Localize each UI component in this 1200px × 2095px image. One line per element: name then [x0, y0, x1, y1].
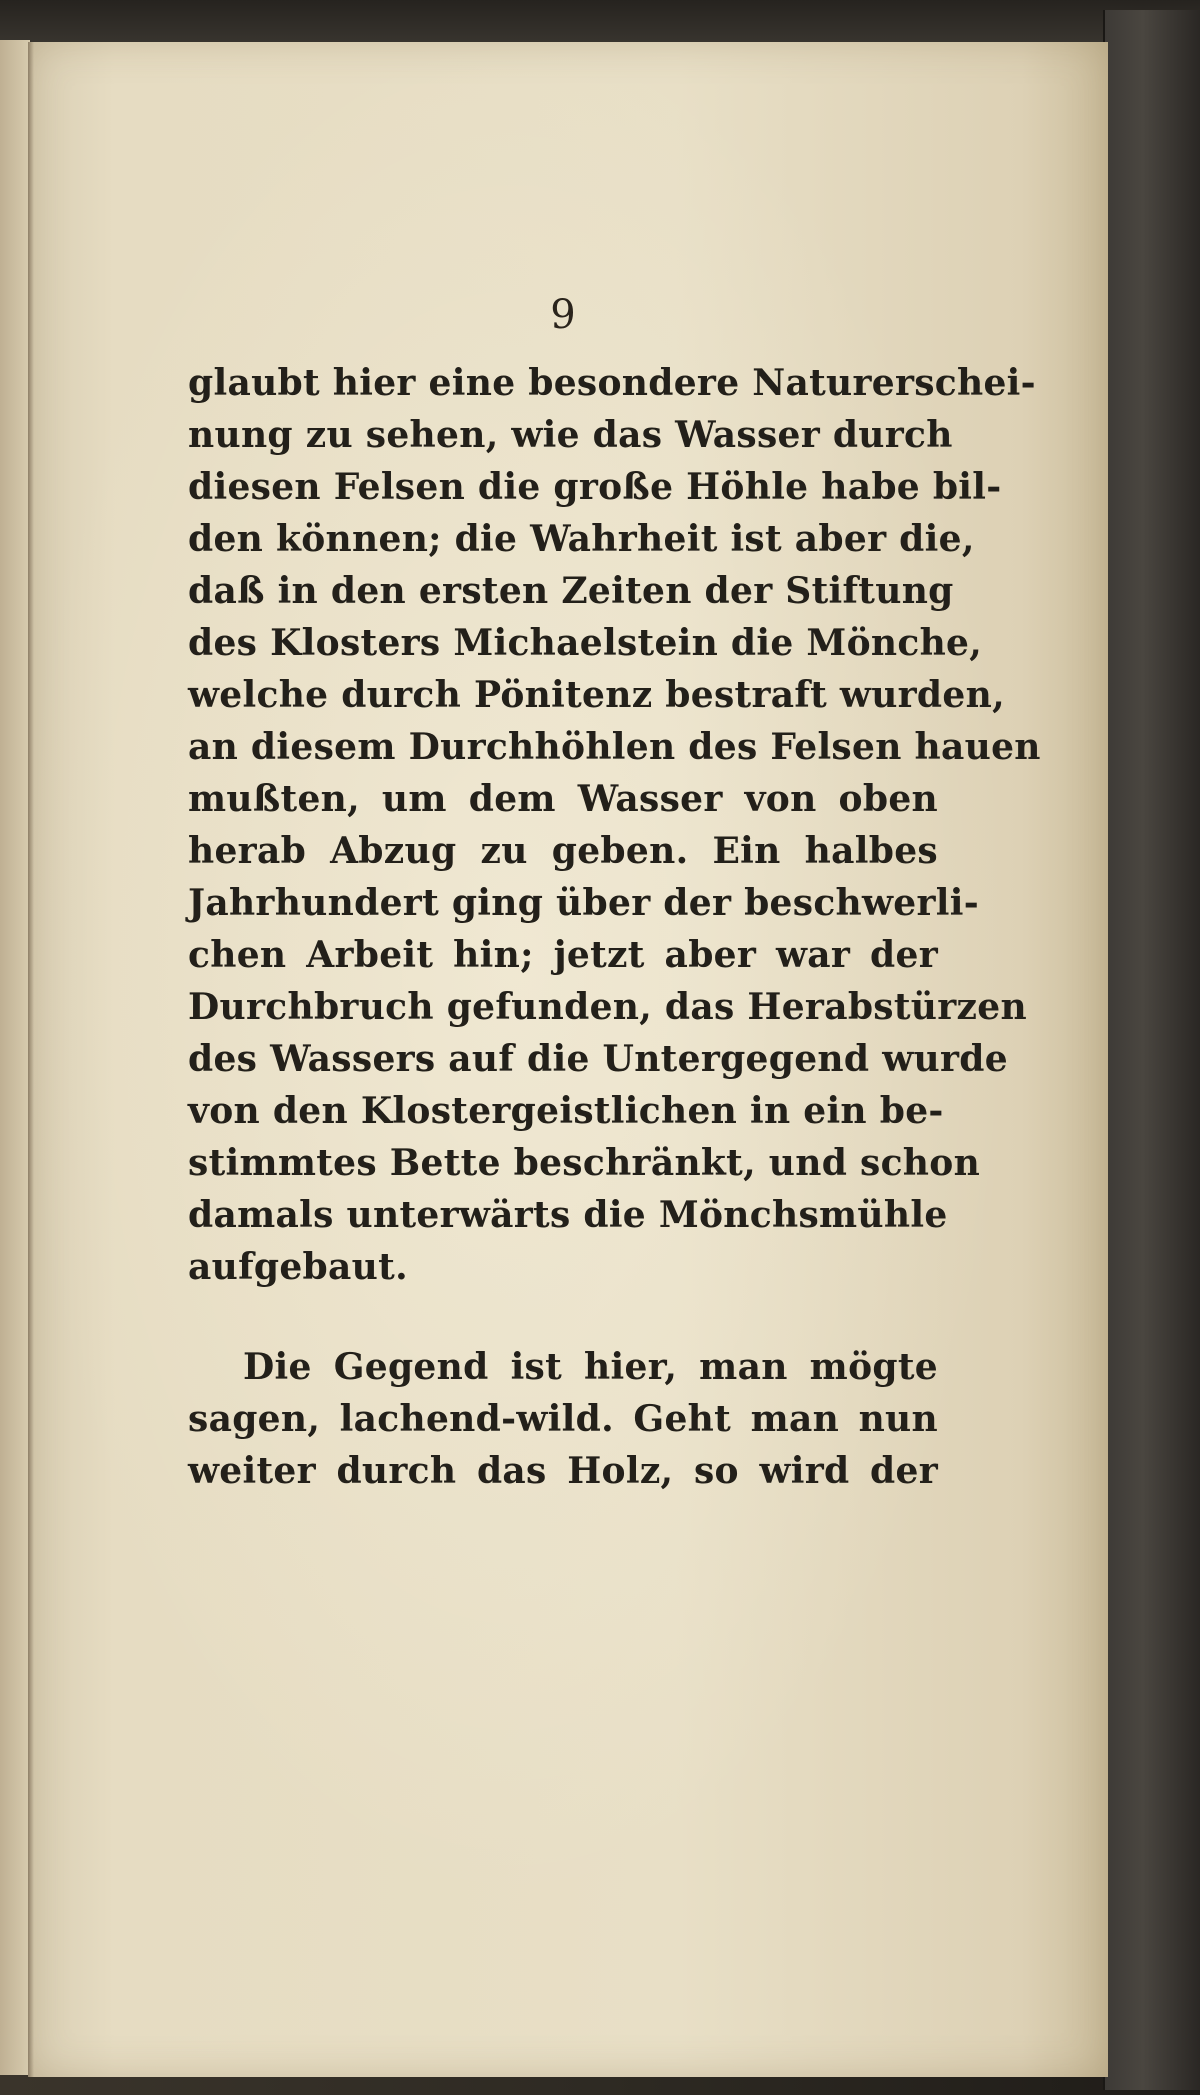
book-page: [28, 42, 1108, 2077]
text-line: stimmtes Bette beschränkt, und schon: [188, 1142, 981, 1184]
text-line: des Klosters Michaelstein die Mönche,: [188, 622, 983, 664]
text-line: nung zu sehen, wie das Wasser durch: [188, 414, 953, 456]
text-line: mußten, um dem Wasser von oben: [188, 778, 938, 820]
text-line: daß in den ersten Zeiten der Stiftung: [188, 570, 954, 612]
text-line: von den Klostergeistlichen in ein be-: [188, 1090, 944, 1132]
book-cover-edge: [1103, 10, 1200, 2090]
text-line: chen Arbeit hin; jetzt aber war der: [188, 934, 938, 976]
page-gutter: [28, 42, 34, 2077]
text-line: weiter durch das Holz, so wird der: [188, 1450, 938, 1492]
text-line: Durchbruch gefunden, das Herabstürzen: [188, 986, 1027, 1028]
text-line: Die Gegend ist hier, man mögte: [243, 1346, 938, 1388]
text-line: diesen Felsen die große Höhle habe bil-: [188, 466, 1002, 508]
text-line: damals unterwärts die Mönchsmühle: [188, 1194, 948, 1236]
text-line: welche durch Pönitenz bestraft wurden,: [188, 674, 1005, 716]
text-line: glaubt hier eine besondere Naturerschei-: [188, 362, 1036, 404]
text-line: den können; die Wahrheit ist aber die,: [188, 518, 975, 560]
facing-page-edge: [0, 40, 30, 2075]
page-number: 9: [550, 292, 576, 338]
text-line: herab Abzug zu geben. Ein halbes: [188, 830, 938, 872]
book-cover-top: [0, 0, 1200, 48]
text-line: an diesem Durchhöhlen des Felsen hauen: [188, 726, 1041, 768]
text-line: des Wassers auf die Untergegend wurde: [188, 1038, 1008, 1080]
text-line: Jahrhundert ging über der beschwerli-: [188, 882, 979, 924]
paragraph-gap: [188, 1293, 938, 1341]
text-line: aufgebaut.: [188, 1246, 408, 1288]
page-text: [188, 357, 1041, 1497]
text-line: sagen, lachend-wild. Geht man nun: [188, 1398, 938, 1440]
